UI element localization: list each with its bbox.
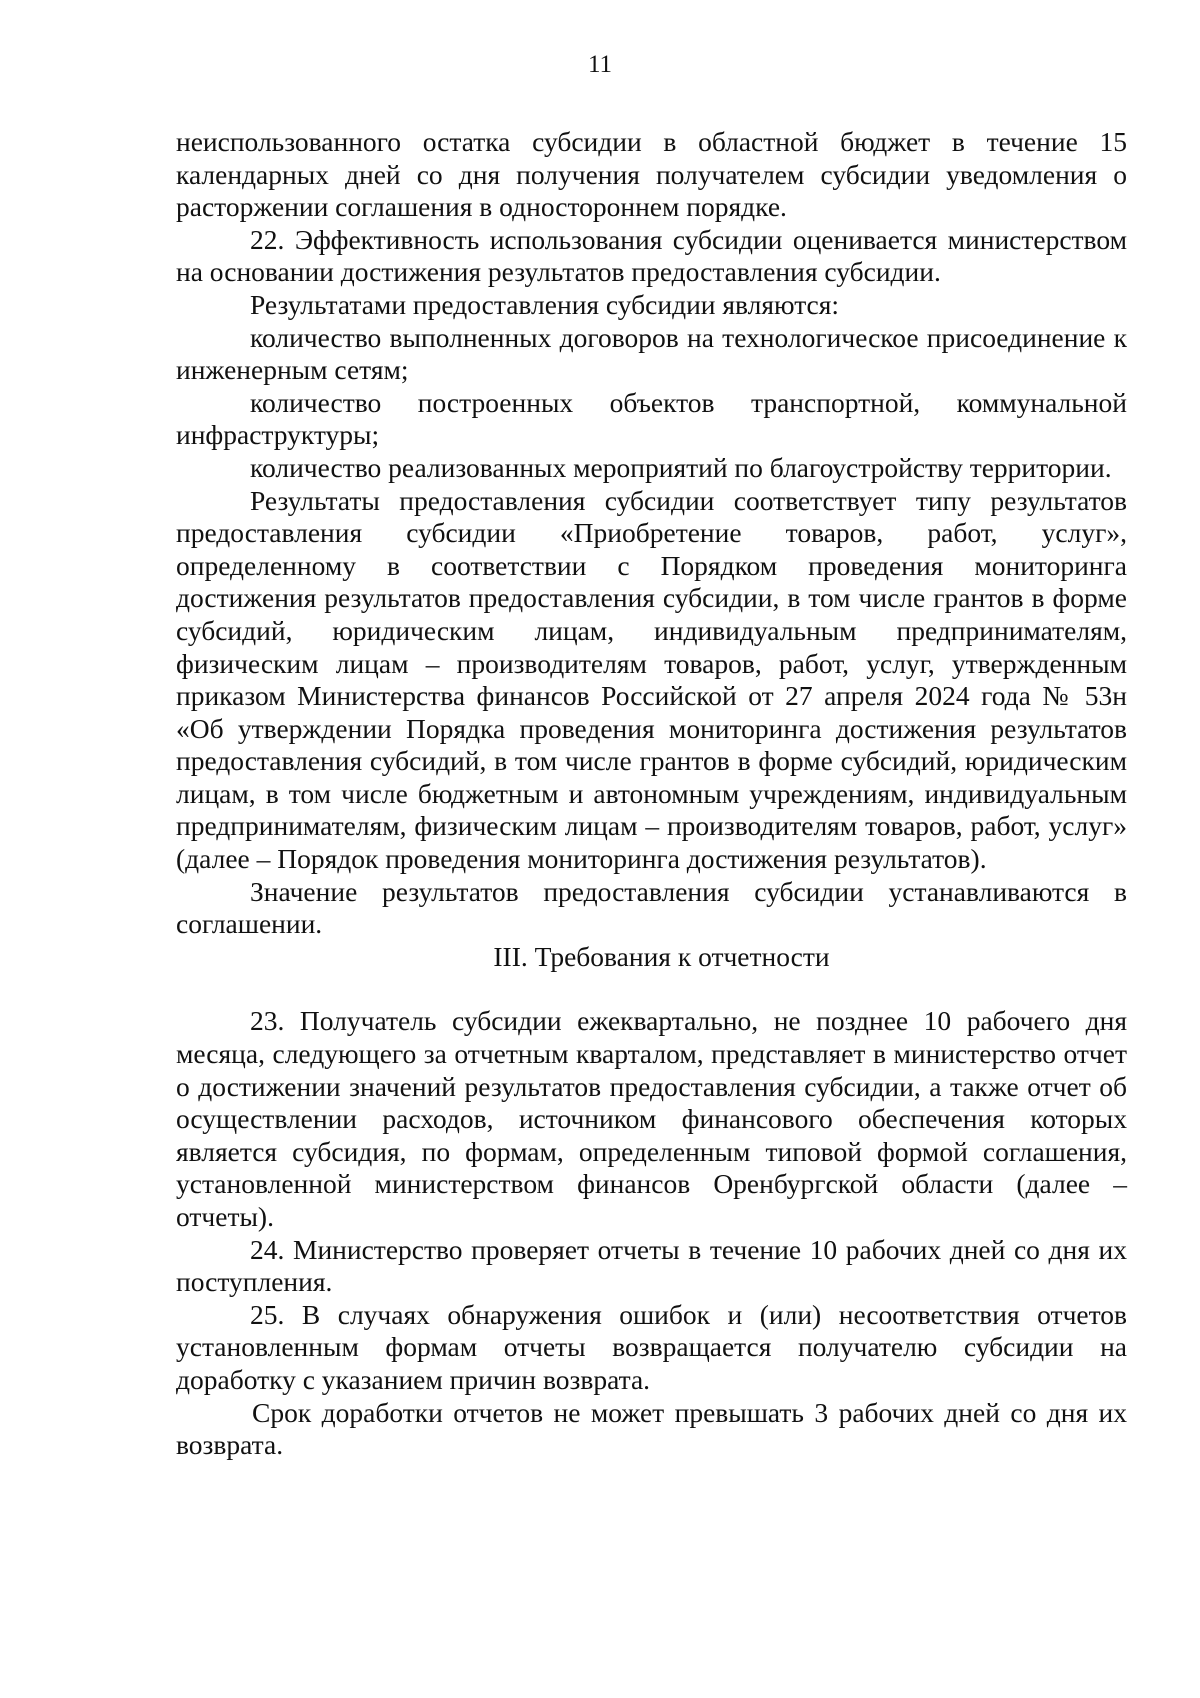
paragraph-25: 25. В случаях обнаружения ошибок и (или) несоответствия отчетов установленным формам отчеты возвращается получателю субсидии на доработку с указанием причин возврата. — [176, 1298, 1127, 1395]
paragraph-continuation: неиспользованного остатка субсидии в областной бюджет в течение 15 календарных дней со дня получения получателем субсидии уведомления о расторжении соглашения в одностороннем порядке. — [176, 126, 1127, 223]
section-heading: III. Требования к отчетности — [493, 940, 830, 972]
paragraph-result-infrastructure: количество построенных объектов транспортной, коммунальной инфраструктуры; — [176, 386, 1127, 451]
page-number: 11 — [587, 51, 613, 78]
paragraph-result-landscaping: количество реализованных мероприятий по благоустройству территории. — [250, 451, 1112, 483]
paragraph-results-type: Результаты предоставления субсидии соответствует типу результатов предоставления субсидии «Приобретение товаров, работ, услуг», определенному в соответствии с Порядком проведения мониторинга достижения результатов предоставления субсидии, в том числе грантов в форме субсидий, юридическим лицам, индивидуальным предпринимателям, физическим лицам – производителям товаров, работ, услуг, утвержденным приказом Министерства финансов Российской от 27 апреля 2024 года № 53н «Об утверждении Порядка проведения мониторинга достижения результатов предоставления субсидий, в том числе грантов в форме субсидий, юридическим лицам, в том числе бюджетным и автономным учреждениям, индивидуальным предпринимателям, физическим лицам – производителям товаров, работ, услуг» (далее – Порядок проведения мониторинга достижения результатов). — [176, 484, 1127, 875]
paragraph-results-value: Значение результатов предоставления субсидии устанавливаются в соглашении. — [176, 875, 1127, 940]
paragraph-revision-deadline: Срок доработки отчетов не может превышать 3 рабочих дней со дня их возврата. — [176, 1396, 1127, 1461]
paragraph-22: 22. Эффективность использования субсидии оценивается министерством на основании достижения результатов предоставления субсидии. — [176, 223, 1127, 288]
paragraph-24: 24. Министерство проверяет отчеты в течение 10 рабочих дней со дня их поступления. — [176, 1233, 1127, 1298]
document-body — [176, 126, 1127, 1462]
paragraph-23: 23. Получатель субсидии ежеквартально, не позднее 10 рабочего дня месяца, следующего за отчетным кварталом, представляет в министерство отчет о достижении значений результатов предоставления субсидии, а также отчет об осуществлении расходов, источником финансового обеспечения которых является субсидия, по формам, определенным типовой формой соглашения, установленной министерством финансов Оренбургской области (далее – отчеты). — [176, 1005, 1127, 1232]
paragraph-results-intro: Результатами предоставления субсидии являются: — [250, 288, 840, 320]
paragraph-result-contracts: количество выполненных договоров на технологическое присоединение к инженерным сетям; — [176, 321, 1127, 386]
